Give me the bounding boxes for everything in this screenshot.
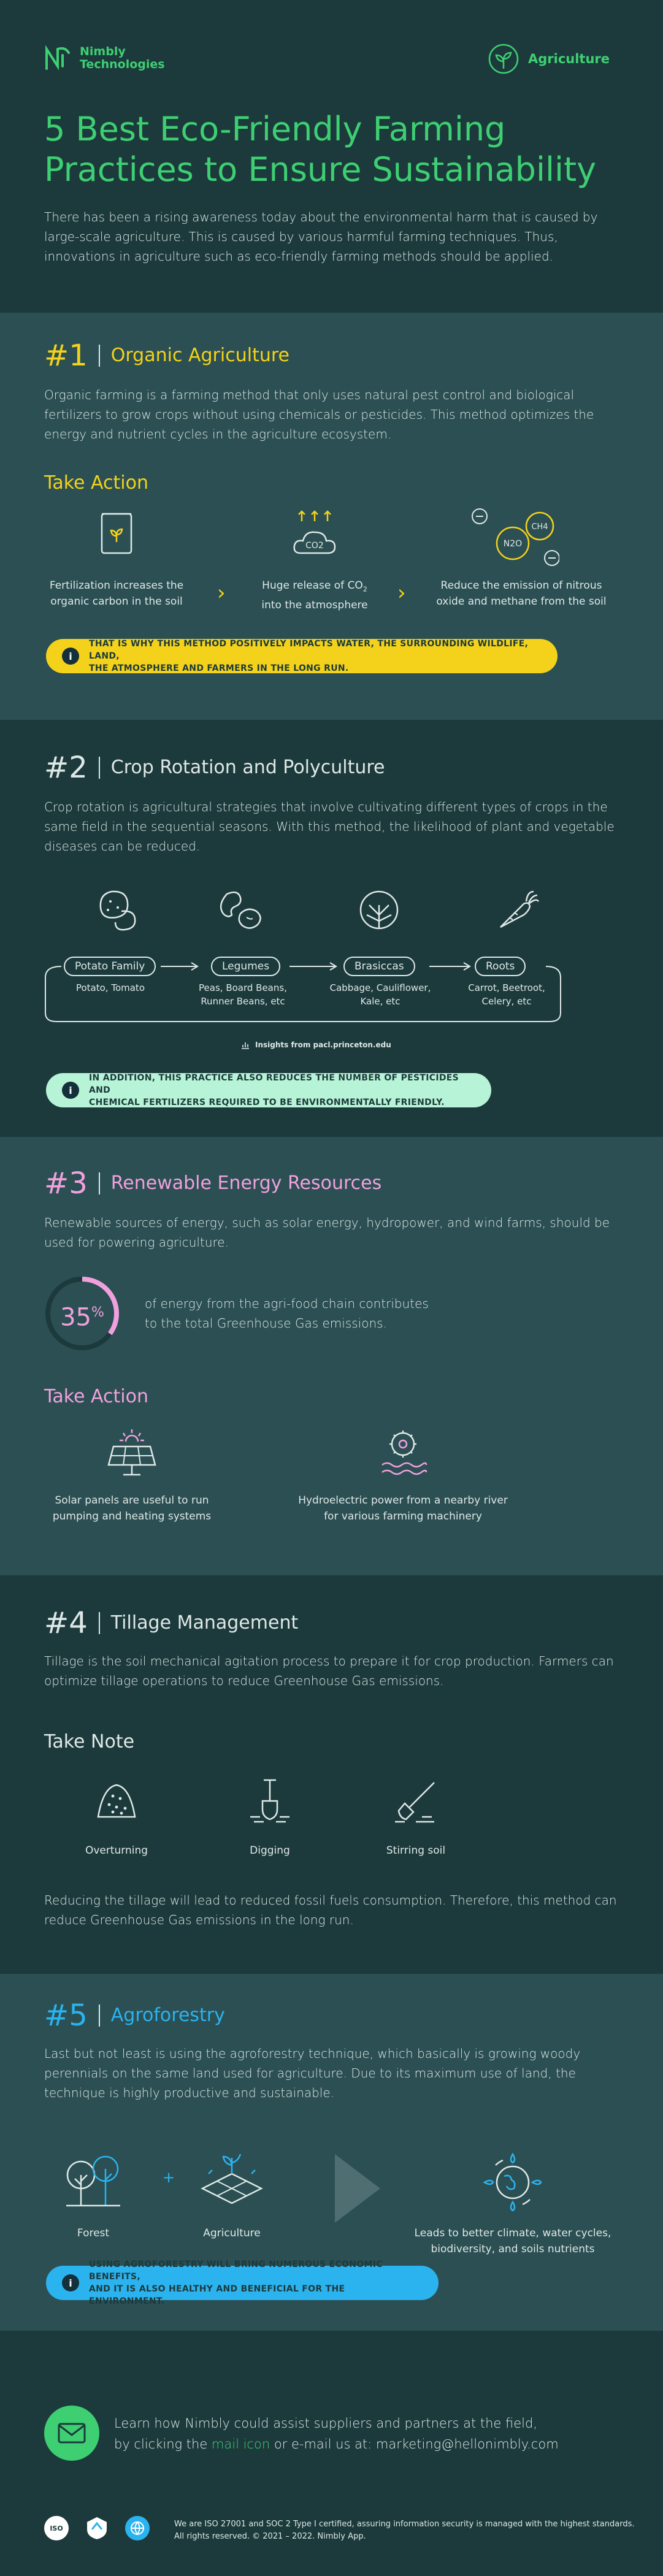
brand-name: Nimbly [80,45,126,58]
section-body: Renewable sources of energy, such as solar energy, hydropower, and wind farms, should be used for powering agriculture. [44,1215,610,1250]
globe-ecosystem-icon [481,2150,545,2214]
crop-brasiccas: Brasiccas [343,957,415,976]
callout-banner: i THAT IS WHY THIS METHOD POSITIVELY IMPACTS WATER, THE SURROUNDING WILDLIFE, LAND, THE ATMOSPHERE AND FARMERS IN THE LONG RUN. [46,639,558,673]
section-heading [44,1998,225,2033]
iso-badge: ISO [44,2516,69,2540]
info-icon: i [62,2274,79,2291]
divider [99,1612,100,1634]
hydro-power-icon [375,1425,431,1480]
ch4-label: CH4 [531,522,548,532]
section-heading [44,1606,298,1640]
tillage-digging: Digging [250,1844,290,1857]
soc-badge [125,2516,150,2540]
crop-examples-brasiccas: Cabbage, Cauliflower, Kale, etc [329,982,431,1007]
section-number: #1 [44,338,88,373]
section-title: Tillage Management [110,1612,299,1634]
crop-examples-potato: Potato, Tomato [75,982,145,993]
tillage-stirring: Stirring soil [386,1844,446,1857]
intro-text: There has been a rising awareness today about the environmental harm that is caused by large-scale agriculture. This is caused by various harmful farming techniques. Thus, innovations in agriculture such as eco-friendly farming methods should be applied. [44,210,598,264]
crop-examples-legumes: Peas, Board Beans, Runner Beans, etc [199,982,287,1007]
brand-logo[interactable] [44,44,165,72]
fertilizer-bag-icon [95,509,138,558]
globe-icon [129,2520,145,2536]
forest-icon [61,2150,125,2212]
crop-roots: Roots [475,957,526,976]
footer-section [0,2331,663,2576]
section-number: #4 [44,1606,88,1640]
agriculture-field-icon [196,2149,267,2213]
shovel-icon [244,1775,296,1827]
section-tillage [0,1575,663,1974]
take-note-heading: Take Note [44,1731,135,1752]
take-action-heading: Take Action [44,472,148,494]
section-title: Organic Agriculture [110,345,289,366]
tillage-overturning: Overturning [85,1844,148,1857]
category-badge [488,43,610,75]
step-co2-release: Huge release of $CO_2$ into the atmosphere [261,579,368,612]
gas-molecules-icon [467,508,559,567]
section-renewable-energy [0,1137,663,1575]
section-number: #5 [44,1998,88,2033]
agriculture-label: Agriculture [203,2227,261,2239]
take-action-heading: Take Action [44,1386,148,1407]
chevron-right-icon: › [217,581,226,605]
footer-cta: Learn how Nimbly could assist suppliers and partners at the field, by clicking the mail icon or e-mail us at: marketing@hellonimbly.com [114,2416,559,2452]
n2o-label: N2O [503,539,523,549]
action-solar: Solar panels are useful to run pumping and heating systems [52,1494,212,1523]
aicpa-badge [85,2516,109,2540]
certificate-icon [85,2516,109,2540]
crop-legumes: Legumes [211,957,280,976]
plus-sign: + [163,2169,175,2186]
soil-pile-icon [91,1775,142,1827]
nimbly-logo-icon [44,44,72,72]
section-title: Crop Rotation and Polyculture [110,757,385,778]
header-section [0,0,663,313]
crop-potato-family: Potato Family [64,957,156,976]
chevron-right-icon: › [397,581,406,605]
section-body: Last but not least is using the agroforestry technique, which basically is growing woody perennials on the same land used for agriculture. Due to its maximum use of land, the technique is highly productive and sustainable. [44,2046,581,2100]
info-icon: i [62,1082,79,1099]
action-hydro: Hydroelectric power from a nearby river for various farming machinery [298,1494,508,1523]
section-body: Crop rotation is agricultural strategies that involve cultivating different types of crops in the same field in the sequential seasons. With this method, the likelihood of plant and vegetable diseases can be reduced. [44,800,615,854]
stat-ring [44,1275,120,1351]
agroforestry-result: Leads to better climate, water cycles, biodiversity, and soils nutrients [414,2227,611,2255]
section-heading [44,1166,381,1201]
tillage-closing: Reducing the tillage will lead to reduced fossil fuels consumption. Therefore, this method can reduce Greenhouse Gas emissions in the long run. [44,1893,617,1927]
certification-text: We are ISO 27001 and SOC 2 Type I certified, assuring information security is managed with the highest standards. All rights reserved. © 2021 – 2022. Nimbly App. [174,2520,635,2541]
section-number: #2 [44,751,88,785]
arrow-right-icon [335,2154,380,2223]
forest-label: Forest [77,2227,110,2239]
step-fertilization: Fertilization increases the organic carbon in the soil [49,579,184,608]
stat-value: 35% [60,1303,104,1332]
info-icon: i [62,648,79,665]
divider [99,345,100,367]
co2-cloud-icon [287,508,342,560]
divider [99,1172,100,1194]
chart-icon [240,1040,250,1050]
plant-globe-icon [488,43,519,75]
section-crop-rotation [0,720,663,1137]
mail-button[interactable] [44,2406,99,2461]
callout-banner: i IN ADDITION, THIS PRACTICE ALSO REDUCES THE NUMBER OF PESTICIDES AND CHEMICAL FERTILIZERS REQUIRED TO BE ENVIRONMENTALLY FRIENDLY. [46,1073,491,1107]
source-credit: Insights from pacl.princeton.edu [240,1040,391,1050]
section-agroforestry [0,1974,663,2331]
stat-description: of energy from the agri-food chain contributes to the total Greenhouse Gas emissions. [145,1296,429,1331]
callout-banner: i USING AGROFORESTRY WILL BRING NUMEROUS ECONOMIC BENEFITS, AND IT IS ALSO HEALTHY AND BENEFICIAL FOR THE ENVIRONMENT. [46,2266,439,2300]
divider [99,2005,100,2027]
crop-examples-roots: Carrot, Beetroot, Celery, etc [468,982,545,1007]
co2-label: CO2 [305,541,324,551]
step-reduce-emission: Reduce the emission of nitrous oxide and methane from the soil [436,579,607,608]
category-label: Agriculture [528,52,610,66]
mail-icon [58,2423,86,2444]
page-title: 5 Best Eco-Friendly Farming Practices to Ensure Sustainability [44,110,597,189]
section-number: #3 [44,1166,88,1201]
section-title: Agroforestry [110,2005,225,2026]
section-organic-agriculture [0,313,663,720]
hoe-icon [390,1775,442,1827]
brand-subname: Technologies [80,58,165,71]
section-heading [44,338,289,373]
section-title: Renewable Energy Resources [110,1172,382,1194]
section-body: Organic farming is a farming method that only uses natural pest control and biological fertilizers to grow crops without using chemicals or pesticides. This method optimizes the energy and nutrient cycles in the agriculture ecosystem. [44,388,594,441]
solar-panel-icon [104,1425,159,1480]
mail-icon-link[interactable]: mail icon [211,2437,270,2452]
section-body: Tillage is the soil mechanical agitation process to prepare it for crop production. Farmers can optimize tillage operations to reduce Greenhouse Gas emissions. [44,1654,614,1688]
